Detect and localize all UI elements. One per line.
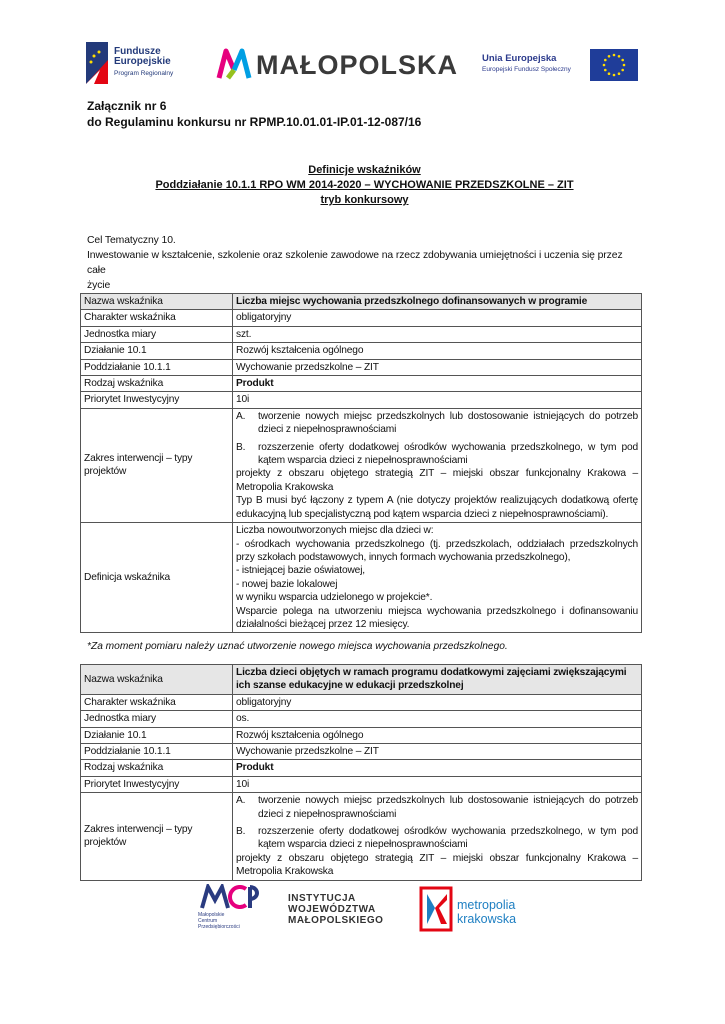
row-label-action: Działanie 10.1 — [81, 343, 233, 359]
mcp-logo — [196, 882, 271, 934]
table-row — [81, 665, 642, 695]
row-value-type: Produkt — [233, 760, 642, 776]
fe-logo-line1: Fundusze — [114, 46, 161, 57]
intro-line1: Cel Tematyczny 10. — [87, 235, 176, 246]
annex-line1: Załącznik nr 6 — [87, 99, 167, 113]
row-value-priority: 10i — [233, 392, 642, 408]
row-value-scope — [233, 408, 642, 522]
annex-title — [87, 98, 421, 130]
row-value-subaction: Wychowanie przedszkolne – ZIT — [233, 359, 642, 375]
annex-line2: do Regulaminu konkursu nr RPMP.10.01.01-IP.01-12-087/16 — [87, 115, 422, 129]
table-row — [81, 392, 642, 408]
table-row — [81, 776, 642, 792]
ue-logo-line1: Unia Europejska — [482, 53, 557, 64]
scope-item-a — [236, 794, 638, 821]
row-label-character: Charakter wskaźnika — [81, 310, 233, 326]
scope-item-a-text: tworzenie nowych miejsc przedszkolnych lub dostosowanie istniejących do potrzeb dzieci z niepełnosprawnościami — [258, 410, 638, 436]
document-heading — [87, 163, 642, 208]
table-row — [81, 760, 642, 776]
row-value-subaction: Wychowanie przedszkolne – ZIT — [233, 744, 642, 760]
row-label-priority: Priorytet Inwestycyjny — [81, 392, 233, 408]
row-label-type: Rodzaj wskaźnika — [81, 376, 233, 392]
ue-logo-line2: Europejski Fundusz Społeczny — [482, 66, 571, 73]
definition-line5: w wyniku wsparcia udzielonego w projekcie*. — [236, 592, 433, 604]
heading-line1: Definicje wskaźników — [308, 164, 421, 176]
iwm-line3: MAŁOPOLSKIEGO — [288, 915, 384, 926]
row-value-name: Liczba dzieci objętych w ramach programu dodatkowymi zajęciami zwiększającymi ich szanse edukacyjne w edukacji przedszkolnej — [233, 665, 642, 695]
row-label-subaction: Poddziałanie 10.1.1 — [81, 744, 233, 760]
mk-line1: metropolia — [457, 898, 516, 912]
table-row — [81, 408, 642, 522]
thematic-objective — [87, 233, 642, 293]
row-label-character: Charakter wskaźnika — [81, 694, 233, 710]
row-label-scope: Zakres interwencji – typy projektów — [81, 408, 233, 522]
heading-line3: tryb konkursowy — [320, 194, 409, 206]
table-row — [81, 343, 642, 359]
scope-item-a-marker: A. — [236, 410, 246, 422]
row-label-priority: Priorytet Inwestycyjny — [81, 776, 233, 792]
definition-line6: Wsparcie polega na utworzeniu miejsca wychowania przedszkolnego i dofinansowaniu działalności bieżącej przez 12 miesięcy. — [236, 605, 638, 630]
indicator-table-1 — [80, 293, 642, 633]
table-row — [81, 376, 642, 392]
definition-line1: Liczba nowoutworzonych miejsc dla dzieci w: — [236, 525, 434, 537]
header-logos — [86, 40, 641, 90]
fe-flag-icon — [86, 42, 108, 84]
metropolia-krakowska-logo — [419, 886, 549, 932]
scope-item-b-text: rozszerzenie oferty dodatkowej ośrodków wychowania przedszkolnego, w tym pod kątem wsparcia dzieci z niepełnosprawnościami — [258, 441, 638, 467]
scope-item-b-marker: B. — [236, 441, 246, 453]
definition-line2: - ośrodkach wychowania przedszkolnego (tj. przedszkolach, oddziałach przedszkolnych przy szkołach podstawowych, innych formach wychowania przedszkolnego), — [236, 538, 638, 563]
fundusze-europejskie-logo — [86, 42, 196, 86]
table-row — [81, 294, 642, 310]
scope-zit-text: projekty z obszaru objętego strategią ZIT – miejski obszar funkcjonalny Krakowa – Metropolia Krakowska — [236, 852, 638, 878]
row-value-character: obligatoryjny — [233, 310, 642, 326]
intro-line2: Inwestowanie w kształcenie, szkolenie oraz szkolenie zawodowe na rzecz zdobywania umiejętności i uczenia się przez całe — [87, 250, 623, 276]
scope-item-a — [236, 410, 638, 437]
unia-europejska-logo — [482, 47, 642, 83]
row-label-action: Działanie 10.1 — [81, 727, 233, 743]
row-value-scope — [233, 793, 642, 880]
scope-item-b-text: rozszerzenie oferty dodatkowej ośrodków wychowania przedszkolnego, w tym pod kątem wsparcia dzieci z niepełnosprawnościami — [258, 826, 638, 851]
row-label-unit: Jednostka miary — [81, 326, 233, 342]
fe-logo-line2: Europejskie — [114, 56, 171, 67]
fe-logo-line3: Program Regionalny — [114, 70, 174, 77]
malopolska-logo — [216, 46, 458, 82]
table-row — [81, 793, 642, 880]
scope-item-a-text: tworzenie nowych miejsc przedszkolnych lub dostosowanie istniejących do potrzeb dzieci z niepełnosprawnościami — [258, 795, 638, 820]
mcp-mark-icon — [200, 884, 266, 910]
row-label-subaction: Poddziałanie 10.1.1 — [81, 359, 233, 375]
scope-item-b-marker: B. — [236, 826, 246, 838]
eu-flag-icon — [590, 49, 638, 81]
metropolia-mark-icon — [419, 886, 453, 932]
row-value-unit: szt. — [233, 326, 642, 342]
row-value-name: Liczba miejsc wychowania przedszkolnego dofinansowanych w programie — [233, 294, 642, 310]
table-row — [81, 359, 642, 375]
mcp-line1: Małopolskie — [198, 912, 225, 918]
definition-line4: - nowej bazie lokalowej — [236, 578, 338, 590]
instytucja-logo — [288, 893, 383, 926]
table-row — [81, 326, 642, 342]
scope-note-text: Typ B musi być łączony z typem A (nie dotyczy projektów realizujących dodatkową ofertę edukacyjną lub specjalistyczną pod kątem wsparcia dzieci z niepełnosprawnościami). — [236, 495, 638, 520]
row-label-scope: Zakres interwencji – typy projektów — [81, 793, 233, 880]
heading-line2: Poddziałanie 10.1.1 RPO WM 2014-2020 – WYCHOWANIE PRZEDSZKOLNE – ZIT — [155, 179, 574, 191]
row-value-type: Produkt — [233, 376, 642, 392]
row-label-unit: Jednostka miary — [81, 711, 233, 727]
table-row — [81, 727, 642, 743]
row-value-definition — [233, 523, 642, 633]
table-row — [81, 744, 642, 760]
scope-item-a-marker: A. — [236, 795, 246, 807]
mcp-line2: Centrum — [198, 918, 218, 924]
row-label-definition: Definicja wskaźnika — [81, 523, 233, 633]
table-row — [81, 711, 642, 727]
intro-line3: życie — [87, 280, 111, 291]
footer-logos — [196, 882, 546, 934]
table-row — [81, 523, 642, 633]
scope-zit-text: projekty z obszaru objętego strategią ZIT – miejski obszar funkcjonalny Krakowa – Metropolia Krakowska — [236, 468, 638, 493]
row-value-unit: os. — [233, 711, 642, 727]
table-row — [81, 694, 642, 710]
malopolska-m-icon — [216, 48, 252, 80]
row-label-type: Rodzaj wskaźnika — [81, 760, 233, 776]
row-value-action: Rozwój kształcenia ogólnego — [233, 343, 642, 359]
row-label-name: Nazwa wskaźnika — [81, 294, 233, 310]
iwm-line2: WOJEWÓDZTWA — [288, 904, 376, 915]
definition-line3: - istniejącej bazie oświatowej, — [236, 565, 365, 577]
row-value-priority: 10i — [233, 776, 642, 792]
table-row — [81, 310, 642, 326]
scope-item-b — [236, 441, 638, 468]
mcp-line3: Przedsiębiorczości — [198, 924, 240, 930]
malopolska-logo-text: MAŁOPOLSKA — [256, 50, 458, 80]
row-value-character: obligatoryjny — [233, 694, 642, 710]
mk-line2: krakowska — [457, 912, 517, 926]
row-label-name: Nazwa wskaźnika — [81, 665, 233, 695]
iwm-line1: INSTYTUCJA — [288, 893, 356, 904]
indicator-table-2 — [80, 664, 642, 881]
row-value-action: Rozwój kształcenia ogólnego — [233, 727, 642, 743]
footnote: *Za moment pomiaru należy uznać utworzenie nowego miejsca wychowania przedszkolnego. — [87, 641, 508, 652]
scope-item-b — [236, 825, 638, 852]
